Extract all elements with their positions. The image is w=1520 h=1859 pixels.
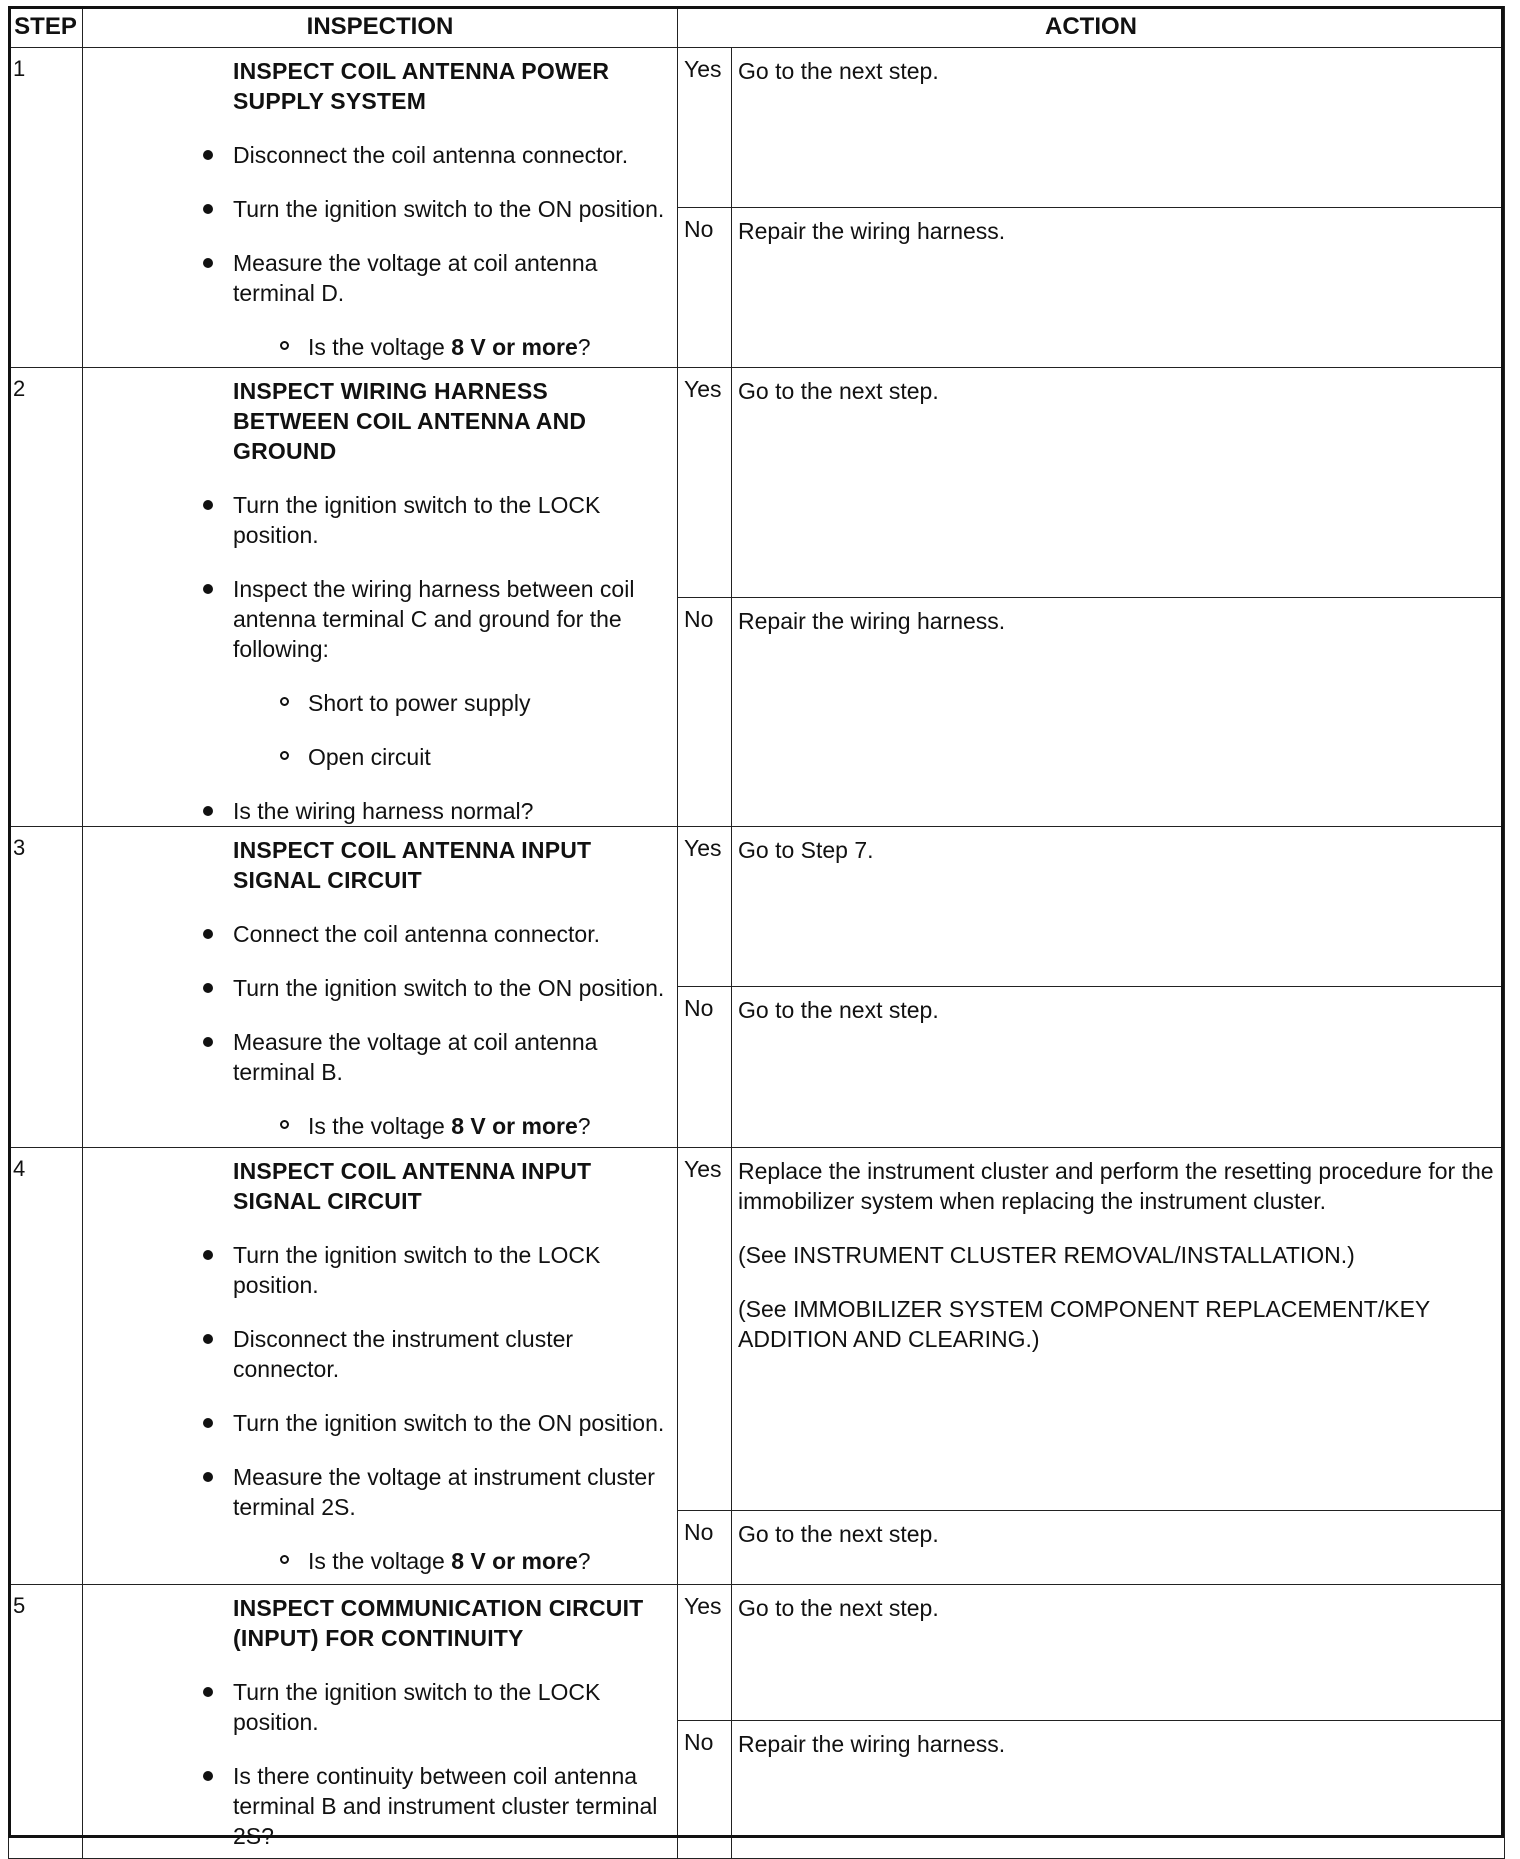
reference-link: (See IMMOBILIZER SYSTEM COMPONENT REPLACEMENT/KEY ADDITION AND CLEARING.)	[738, 1296, 1430, 1352]
inspection-title: INSPECT WIRING HARNESS BETWEEN COIL ANTENNA AND GROUND	[233, 378, 587, 464]
no-label: No	[678, 1721, 732, 1859]
yes-label: Yes	[678, 1585, 732, 1721]
yes-action: Go to Step 7.	[732, 827, 1505, 987]
sub-item: Short to power supply	[308, 688, 669, 718]
bullet-item: Turn the ignition switch to the ON position.	[233, 973, 669, 1003]
question-item: Is the voltage 8 V or more?	[308, 332, 669, 362]
step-number: 3	[9, 827, 83, 1148]
no-action: Go to the next step.	[732, 987, 1505, 1148]
bullet-item: Measure the voltage at coil antenna terminal B.	[233, 1027, 669, 1087]
yes-action: Go to the next step.	[732, 48, 1505, 208]
header-action: ACTION	[678, 7, 1505, 48]
bullet-item: Turn the ignition switch to the ON position.	[233, 1408, 669, 1438]
yes-label: Yes	[678, 827, 732, 987]
header-step: STEP	[9, 7, 83, 48]
header-inspection: INSPECTION	[83, 7, 678, 48]
no-label: No	[678, 597, 732, 827]
bullet-item: Measure the voltage at coil antenna terminal D.	[233, 248, 669, 308]
no-action: Repair the wiring harness.	[732, 208, 1505, 368]
bullet-item: Disconnect the instrument cluster connector.	[233, 1324, 669, 1384]
no-label: No	[678, 987, 732, 1148]
table-frame	[8, 6, 1504, 1838]
bullet-item: Turn the ignition switch to the LOCK position.	[233, 1240, 669, 1300]
action-text: Replace the instrument cluster and perform the resetting procedure for the immobilizer system when replacing the instrument cluster.	[738, 1158, 1494, 1214]
bullet-item: Is there continuity between coil antenna terminal B and instrument cluster terminal 2S?	[233, 1761, 669, 1851]
step-number: 2	[9, 368, 83, 827]
no-action: Repair the wiring harness.	[732, 1721, 1505, 1859]
inspection-title: INSPECT COMMUNICATION CIRCUIT (INPUT) FOR CONTINUITY	[233, 1595, 644, 1651]
inspection-title: INSPECT COIL ANTENNA POWER SUPPLY SYSTEM	[233, 58, 610, 114]
yes-action: Go to the next step.	[732, 368, 1505, 598]
bullet-item: Inspect the wiring harness between coil antenna terminal C and ground for the following:	[233, 574, 669, 664]
no-action: Repair the wiring harness.	[732, 597, 1505, 827]
inspection-title: INSPECT COIL ANTENNA INPUT SIGNAL CIRCUIT	[233, 1158, 592, 1214]
question-item: Is the voltage 8 V or more?	[308, 1546, 669, 1576]
no-label: No	[678, 208, 732, 368]
step-number: 5	[9, 1585, 83, 1859]
bullet-item: Connect the coil antenna connector.	[233, 919, 669, 949]
bullet-item: Is the wiring harness normal?	[233, 796, 669, 826]
bullet-item: Disconnect the coil antenna connector.	[233, 140, 669, 170]
bullet-item: Turn the ignition switch to the ON position.	[233, 194, 669, 224]
step-number: 4	[9, 1148, 83, 1585]
no-action: Go to the next step.	[732, 1511, 1505, 1585]
yes-action: Go to the next step.	[732, 1585, 1505, 1721]
yes-label: Yes	[678, 368, 732, 598]
sub-item: Open circuit	[308, 742, 669, 772]
yes-label: Yes	[678, 1148, 732, 1511]
yes-label: Yes	[678, 48, 732, 208]
step-number: 1	[9, 48, 83, 368]
no-label: No	[678, 1511, 732, 1585]
question-item: Is the voltage 8 V or more?	[308, 1111, 669, 1141]
bullet-item: Measure the voltage at instrument cluster terminal 2S.	[233, 1462, 669, 1522]
bullet-item: Turn the ignition switch to the LOCK position.	[233, 1677, 669, 1737]
bullet-item: Turn the ignition switch to the LOCK position.	[233, 490, 669, 550]
inspection-title: INSPECT COIL ANTENNA INPUT SIGNAL CIRCUIT	[233, 837, 592, 893]
reference-link: (See INSTRUMENT CLUSTER REMOVAL/INSTALLATION.)	[738, 1242, 1355, 1268]
